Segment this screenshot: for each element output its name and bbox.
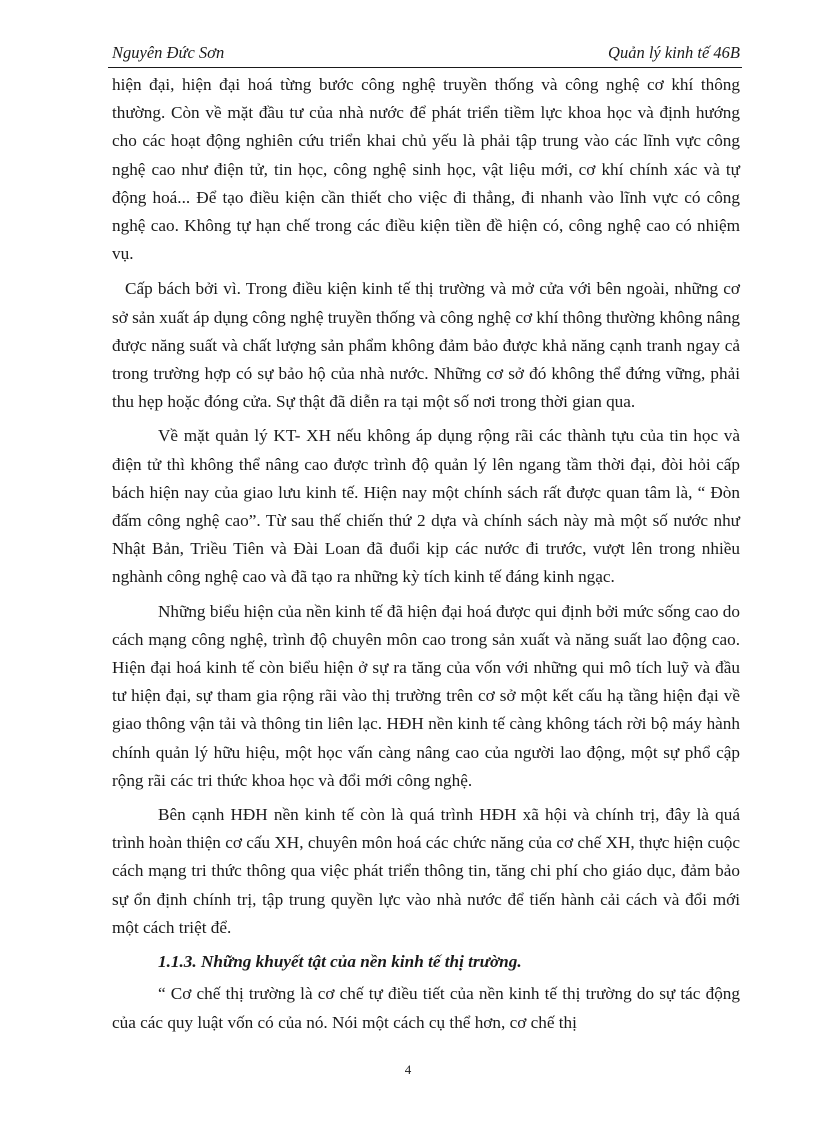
header-course: Quản lý kinh tế 46B (608, 43, 740, 62)
paragraph-6: “ Cơ chế thị trường là cơ chế tự điều tiết của nền kinh tế thị trường do sự tác động của các quy luật vốn có của nó. Nói một cách cụ thể hơn, cơ chế thị (112, 984, 740, 1032)
page-number: 4 (404, 1062, 412, 1077)
section-heading: 1.1.3. Những khuyết tật của nền kinh tế thị trường. (158, 952, 522, 972)
paragraph-4: Những biểu hiện của nền kinh tế đã hiện đại hoá được qui định bởi mức sống cao do cách mạng công nghệ, trình độ chuyên môn cao trong sản xuất và năng suất lao động cao. Hiện đại hoá kinh tế còn biểu hiện ở sự ra tăng của vốn với những qui mô tích luỹ và đầu tư hiện đại, sự tham gia rộng rãi vào thị trường trên cơ sở một kết cấu hạ tầng hiện đại về giao thông vận tải và thông tin liên lạc. HĐH nền kinh tế càng không tách rời bộ máy hành chính quản lý hữu hiệu, một học vấn càng nâng cao của người lao động, một sự phổ cập rộng rãi các tri thức khoa học và đổi mới công nghệ. (112, 601, 740, 790)
paragraph-1: hiện đại, hiện đại hoá từng bước công nghệ truyền thống và công nghệ cơ khí thông thường. Còn về mặt đầu tư của nhà nước để phát triển tiềm lực khoa học và định hướng cho các hoạt động nghiên cứu triển khai chủ yếu là phải tập trung vào các lĩnh vực công nghệ cao như điện tử, tin học, công nghệ sinh học, vật liệu mới, cơ khí chính xác và tự động hoá... Để tạo điều kiện cần thiết cho việc đi thẳng, đi nhanh vào lĩnh vực có công nghệ cao. Không tự hạn chế trong các điều kiện tiền đề hiện có, công nghệ cao có nhiệm vụ. (112, 75, 740, 264)
document-body (112, 71, 740, 1037)
paragraph-2: Cấp bách bởi vì. Trong điều kiện kinh tế thị trường và mở cửa với bên ngoài, những cơ sở sản xuất áp dụng công nghệ truyền thống và công nghệ cơ khí thông thường không nâng được năng suất và chất lượng sản phẩm không đảm bảo được khả năng cạnh tranh ngay cả trong trường hợp có sự bảo hộ của nhà nước. Những cơ sở đó không thể đứng vững, phải thu hẹp hoặc đóng cửa. Sự thật đã diễn ra tại một số nơi trong thời gian qua. (112, 279, 741, 412)
page-header (112, 41, 740, 65)
paragraph-3: Về mặt quản lý KT- XH nếu không áp dụng rộng rãi các thành tựu của tin học và điện tử thì không thể nâng cao được trình độ quản lý lên ngang tầm thời đại, đòi hỏi cấp bách hiện nay của giao lưu kinh tế. Hiện nay một chính sách rất được quan tâm là, “ Đòn đấm công nghệ cao”. Từ sau thế chiến thứ 2 dựa và chính sách này mà một số nước như Nhật Bản, Triều Tiên và Đài Loan đã đuổi kịp các nước đi trước, vượt lên trong nhiều nghành công nghệ cao và đã tạo ra những kỳ tích kinh tế đáng kinh ngạc. (112, 426, 740, 587)
header-author: Nguyên Đức Sơn (112, 43, 225, 62)
header-rule (108, 67, 742, 68)
paragraph-5: Bên cạnh HĐH nền kinh tế còn là quá trình HĐH xã hội và chính trị, đây là quá trình hoàn thiện cơ cấu XH, chuyên môn hoá các chức năng của cơ chế XH, thực hiện cuộc cách mạng tri thức thông qua việc phát triển thông tin, tăng chi phí cho giáo dục, đảm bảo sự ổn định chính trị, tập trung quyền lực vào nhà nước để tiến hành cải cách và đổi mới một cách triệt để. (112, 805, 740, 937)
